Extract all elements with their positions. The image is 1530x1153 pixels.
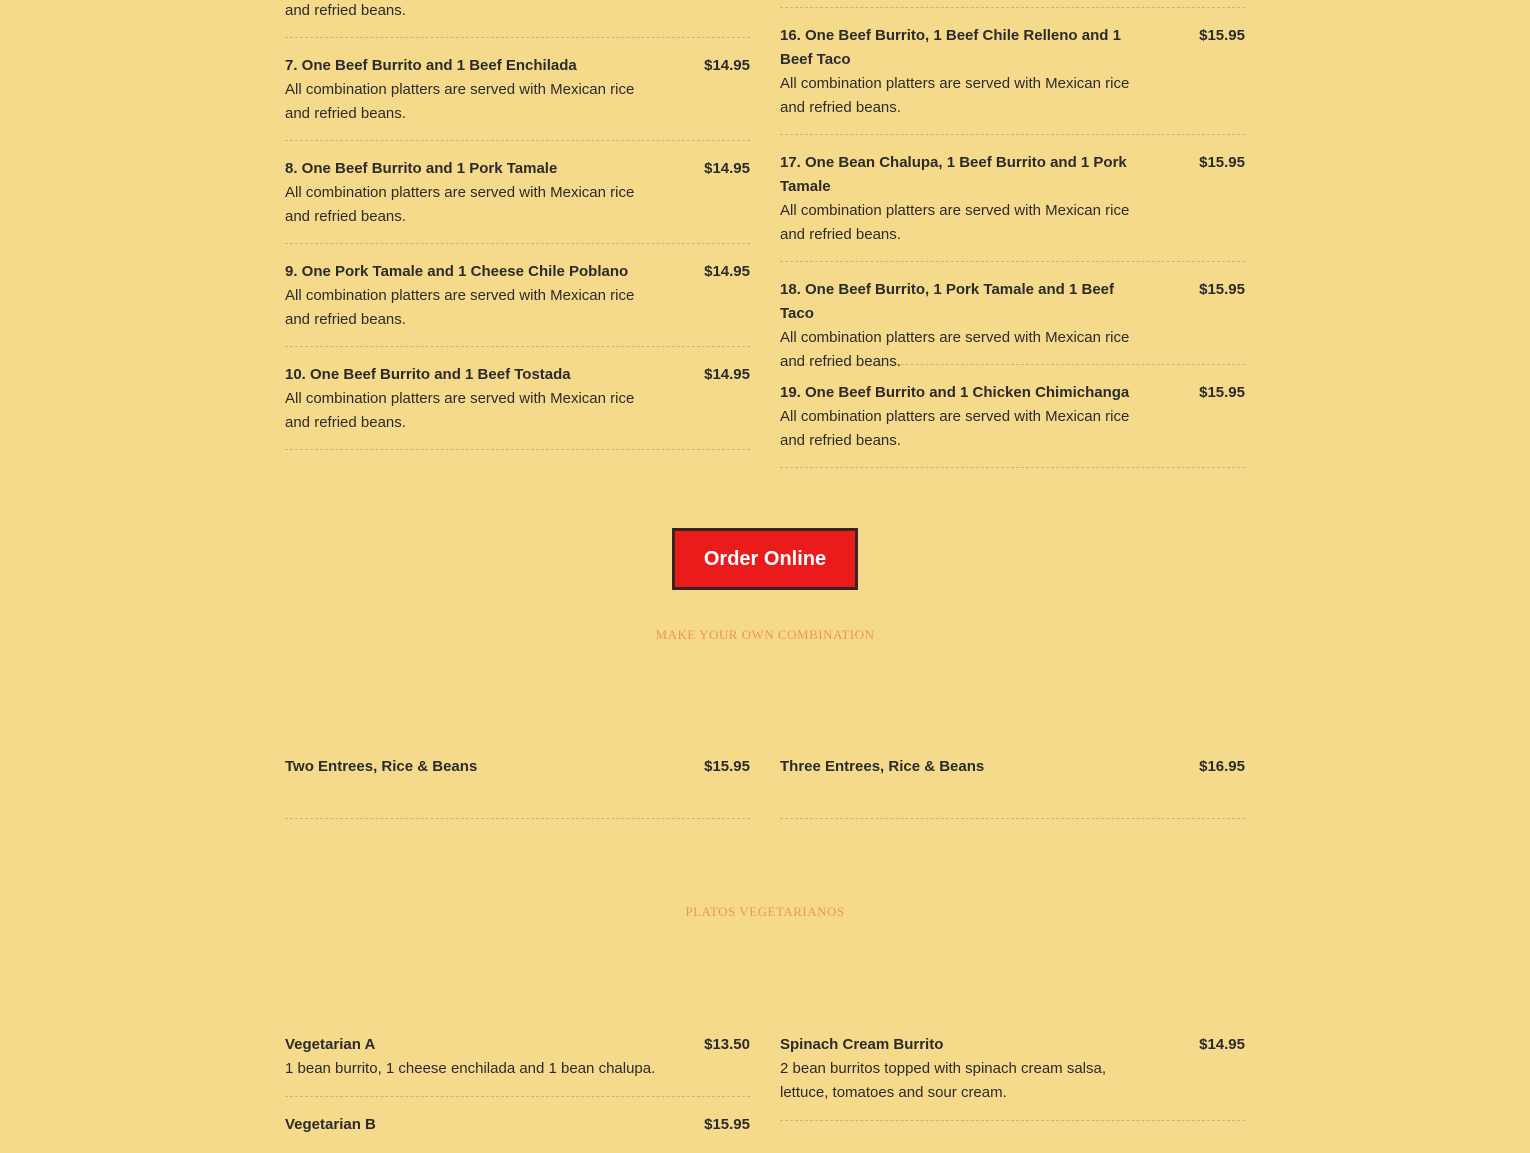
item-description: 2 bean burritos topped with spinach cream salsa, lettuce, tomatoes and sour cream.	[780, 1060, 1107, 1101]
item-name: Two Entrees, Rice & Beans	[285, 758, 478, 775]
menu-item	[285, 347, 750, 450]
item-price: $15.95	[704, 758, 750, 775]
item-description: and refried beans.	[285, 2, 406, 19]
make-own-column-right	[780, 755, 1245, 819]
section-title-make-your-own: MAKE YOUR OWN COMBINATION	[655, 627, 875, 642]
item-price: $15.95	[1199, 384, 1245, 401]
order-online-button[interactable]: Order Online	[672, 528, 858, 590]
item-price: $14.95	[704, 366, 750, 383]
item-name: 18. One Beef Burrito, 1 Pork Tamale and 1 Beef Taco	[780, 281, 1114, 322]
item-price: $14.95	[704, 160, 750, 177]
menu-item	[285, 755, 750, 819]
menu-item	[285, 1033, 750, 1097]
item-price: $14.95	[1199, 1036, 1245, 1053]
item-name: 7. One Beef Burrito and 1 Beef Enchilada	[285, 57, 577, 74]
make-own-column-left	[285, 755, 750, 819]
item-name: 8. One Beef Burrito and 1 Pork Tamale	[285, 160, 558, 177]
item-price: $15.95	[1199, 154, 1245, 171]
vegetarian-column-left	[285, 1033, 750, 1153]
menu-item	[285, 141, 750, 244]
vegetarian-column-right	[780, 1033, 1245, 1121]
item-description: All combination platters are served with Mexican rice and refried beans.	[285, 184, 635, 225]
item-description: All combination platters are served with Mexican rice and refried beans.	[285, 287, 635, 328]
combo-column-right	[780, 0, 1245, 468]
item-name: 17. One Bean Chalupa, 1 Beef Burrito and 1 Pork Tamale	[780, 154, 1127, 195]
item-description: 1 bean burrito, 1 cheese enchilada and 1 bean chalupa.	[285, 1060, 656, 1077]
menu-item	[780, 1033, 1245, 1121]
menu-item	[285, 0, 750, 38]
menu-item	[285, 244, 750, 347]
menu-item	[780, 135, 1245, 262]
menu-item	[780, 262, 1245, 370]
combo-column-left	[285, 0, 750, 450]
item-price: $15.95	[1199, 27, 1245, 44]
item-description: All combination platters are served with Mexican rice and refried beans.	[285, 390, 635, 431]
item-name: 9. One Pork Tamale and 1 Cheese Chile Poblano	[285, 263, 629, 280]
item-description: All combination platters are served with Mexican rice and refried beans.	[780, 408, 1130, 449]
item-name: Three Entrees, Rice & Beans	[780, 758, 985, 775]
item-description: All combination platters are served with Mexican rice and refried beans.	[780, 75, 1130, 116]
item-price: $14.95	[704, 57, 750, 74]
item-price: $14.95	[704, 263, 750, 280]
menu-item	[285, 38, 750, 141]
item-description: All combination platters are served with Mexican rice and refried beans.	[780, 329, 1130, 370]
item-price: $15.95	[704, 1116, 750, 1133]
item-price: $15.95	[1199, 281, 1245, 298]
item-price: $16.95	[1199, 758, 1245, 775]
item-name: 16. One Beef Burrito, 1 Beef Chile Relleno and 1 Beef Taco	[780, 27, 1121, 68]
menu-item	[780, 365, 1245, 468]
section-title-vegetarian: PLATOS VEGETARIANOS	[685, 904, 845, 919]
item-price: $13.50	[704, 1036, 750, 1053]
menu-item-divider	[780, 0, 1245, 8]
item-description: All combination platters are served with Mexican rice and refried beans.	[780, 202, 1130, 243]
item-name: 10. One Beef Burrito and 1 Beef Tostada	[285, 366, 571, 383]
item-name: 19. One Beef Burrito and 1 Chicken Chimichanga	[780, 384, 1130, 401]
menu-item	[780, 8, 1245, 135]
item-name: Vegetarian B	[285, 1116, 376, 1133]
menu-item	[285, 1097, 750, 1153]
menu-item	[780, 755, 1245, 819]
item-name: Spinach Cream Burrito	[780, 1036, 944, 1053]
item-name: Vegetarian A	[285, 1036, 376, 1053]
item-description: All combination platters are served with Mexican rice and refried beans.	[285, 81, 635, 122]
